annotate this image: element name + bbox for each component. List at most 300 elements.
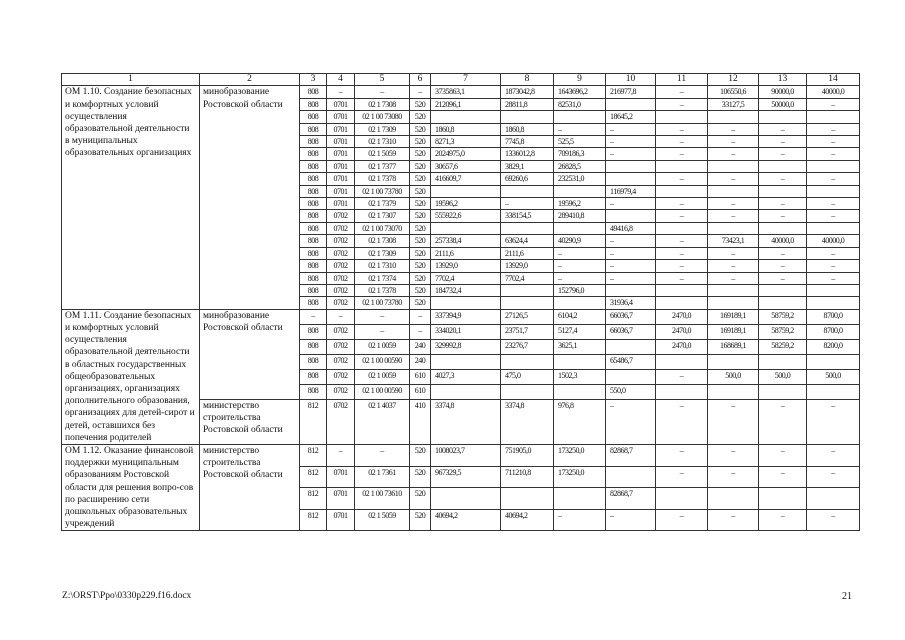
table-cell: 812 <box>300 509 327 531</box>
table-cell: – <box>300 309 327 324</box>
column-header: 5 <box>355 74 410 86</box>
table-cell: – <box>759 173 807 185</box>
column-header: 10 <box>606 74 656 86</box>
table-cell: – <box>807 509 860 531</box>
table-cell: 525,5 <box>554 136 606 148</box>
table-cell: 19596,2 <box>554 198 606 210</box>
table-cell: 520 <box>410 444 431 466</box>
table-cell: – <box>807 173 860 185</box>
table-cell: 0701 <box>327 488 355 510</box>
table-cell <box>606 369 656 384</box>
table-cell: 1502,3 <box>554 369 606 384</box>
table-cell: – <box>807 399 860 444</box>
table-cell: – <box>606 235 656 247</box>
table-cell: 40000,0 <box>807 235 860 247</box>
budget-table <box>61 73 860 531</box>
table-cell: 808 <box>300 272 327 284</box>
table-cell: 73423,1 <box>708 235 759 247</box>
activity-title: ОМ 1.10. Создание безопасных и комфортных условий осуществления образовательной деятельности в муниципальных образовательных организациях <box>62 86 200 309</box>
table-cell: – <box>759 210 807 222</box>
table-cell: – <box>606 509 656 531</box>
table-cell: 808 <box>300 297 327 309</box>
column-header: 8 <box>501 74 554 86</box>
table-cell: 0702 <box>327 399 355 444</box>
table-cell <box>554 384 606 399</box>
table-cell: 19596,2 <box>431 198 501 210</box>
table-cell: 02 1 7374 <box>355 272 410 284</box>
table-cell: – <box>554 272 606 284</box>
table-cell: 02 1 00 73780 <box>355 297 410 309</box>
table-cell: 49416,8 <box>606 222 656 234</box>
table-cell: 808 <box>300 384 327 399</box>
table-cell: 02 1 00 73070 <box>355 222 410 234</box>
table-cell: – <box>656 123 708 135</box>
table-cell: – <box>759 466 807 488</box>
table-cell: 1336012,8 <box>501 148 554 160</box>
table-cell: – <box>807 198 860 210</box>
table-cell: – <box>708 272 759 284</box>
table-cell <box>708 185 759 197</box>
table-cell <box>708 160 759 172</box>
table-cell <box>431 222 501 234</box>
table-cell: – <box>708 210 759 222</box>
table-cell: 520 <box>410 466 431 488</box>
table-cell: 02 1 7307 <box>355 210 410 222</box>
table-cell: 8700,0 <box>807 309 860 324</box>
table-cell: – <box>606 272 656 284</box>
table-cell: 520 <box>410 160 431 172</box>
table-cell: 0701 <box>327 160 355 172</box>
table-cell: – <box>708 136 759 148</box>
column-header: 9 <box>554 74 606 86</box>
table-cell: 808 <box>300 324 327 339</box>
table-cell: 520 <box>410 488 431 510</box>
table-cell <box>554 297 606 309</box>
column-header: 1 <box>62 74 200 86</box>
table-cell: 02 1 7309 <box>355 247 410 259</box>
table-cell: 520 <box>410 111 431 123</box>
table-cell: – <box>759 123 807 135</box>
table-cell <box>807 297 860 309</box>
table-cell: 812 <box>300 466 327 488</box>
table-cell <box>759 222 807 234</box>
table-cell: 555922,6 <box>431 210 501 222</box>
table-cell: 2111,6 <box>501 247 554 259</box>
table-cell: 13929,0 <box>431 260 501 272</box>
table-cell: – <box>606 260 656 272</box>
table-cell: 3374,8 <box>501 399 554 444</box>
table-cell: 7702,4 <box>501 272 554 284</box>
table-cell: 0702 <box>327 339 355 354</box>
table-cell: 808 <box>300 160 327 172</box>
table-cell: 69260,6 <box>501 173 554 185</box>
column-header: 7 <box>431 74 501 86</box>
table-cell: 808 <box>300 260 327 272</box>
table-cell: – <box>708 173 759 185</box>
table-cell: – <box>807 210 860 222</box>
table-cell: 337394,9 <box>431 309 501 324</box>
table-cell <box>656 384 708 399</box>
table-cell: – <box>656 136 708 148</box>
table-cell: 3829,1 <box>501 160 554 172</box>
table-cell <box>554 185 606 197</box>
table-cell: 5127,4 <box>554 324 606 339</box>
table-cell <box>759 160 807 172</box>
table-cell: 410 <box>410 399 431 444</box>
table-cell: 6104,2 <box>554 309 606 324</box>
table-cell: – <box>554 123 606 135</box>
table-cell: – <box>807 260 860 272</box>
table-cell: 02 1 00 00590 <box>355 354 410 369</box>
table-cell: 808 <box>300 339 327 354</box>
table-cell: 90000,0 <box>759 86 807 98</box>
table-cell: 500,0 <box>807 369 860 384</box>
table-cell: 808 <box>300 86 327 98</box>
table-cell: 106550,6 <box>708 86 759 98</box>
table-cell <box>759 488 807 510</box>
table-cell: – <box>807 123 860 135</box>
table-cell: 808 <box>300 210 327 222</box>
table-cell: 40290,9 <box>554 235 606 247</box>
column-header: 4 <box>327 74 355 86</box>
table-cell: – <box>656 399 708 444</box>
column-header: 14 <box>807 74 860 86</box>
table-cell: – <box>708 247 759 259</box>
table-cell <box>606 339 656 354</box>
table-cell <box>656 297 708 309</box>
table-cell <box>708 384 759 399</box>
table-cell: – <box>759 198 807 210</box>
column-header: 13 <box>759 74 807 86</box>
table-cell: 520 <box>410 198 431 210</box>
table-cell: 173250,0 <box>554 466 606 488</box>
table-cell: – <box>656 198 708 210</box>
table-cell: 0701 <box>327 198 355 210</box>
table-cell <box>807 185 860 197</box>
table-cell: 58259,2 <box>759 339 807 354</box>
table-cell: – <box>656 247 708 259</box>
table-cell: 1643696,2 <box>554 86 606 98</box>
table-cell <box>501 111 554 123</box>
table-cell: 02 1 00 73780 <box>355 185 410 197</box>
table-cell: 0702 <box>327 272 355 284</box>
table-cell: 4027,3 <box>431 369 501 384</box>
table-cell: – <box>606 123 656 135</box>
table-cell <box>708 111 759 123</box>
table-cell: 550,0 <box>606 384 656 399</box>
table-cell: 02 1 7379 <box>355 198 410 210</box>
table-cell: 808 <box>300 369 327 384</box>
table-cell: – <box>327 444 355 466</box>
table-row <box>62 309 860 324</box>
table-cell <box>759 384 807 399</box>
table-cell: 500,0 <box>708 369 759 384</box>
table-cell: 02 1 5059 <box>355 509 410 531</box>
table-cell <box>501 284 554 296</box>
table-cell: – <box>554 260 606 272</box>
table-cell: 329992,8 <box>431 339 501 354</box>
table-cell <box>759 111 807 123</box>
table-cell: 0701 <box>327 509 355 531</box>
table-cell: 82531,0 <box>554 98 606 110</box>
table-cell: 808 <box>300 198 327 210</box>
table-cell: 40000,0 <box>807 86 860 98</box>
table-cell: 2470,0 <box>656 324 708 339</box>
table-cell <box>606 173 656 185</box>
table-cell: 02 1 7361 <box>355 466 410 488</box>
table-cell: 58759,2 <box>759 309 807 324</box>
table-cell: 8271,3 <box>431 136 501 148</box>
table-cell: 66036,7 <box>606 324 656 339</box>
table-cell <box>431 488 501 510</box>
table-cell: – <box>656 509 708 531</box>
table-cell: – <box>656 260 708 272</box>
table-cell: 184732,4 <box>431 284 501 296</box>
table-cell: 168689,1 <box>708 339 759 354</box>
table-cell: 2024975,0 <box>431 148 501 160</box>
table-cell: – <box>708 260 759 272</box>
table-cell: 23751,7 <box>501 324 554 339</box>
table-cell: – <box>656 235 708 247</box>
table-cell: 0701 <box>327 111 355 123</box>
table-cell: 02 1 7310 <box>355 260 410 272</box>
table-cell <box>501 185 554 197</box>
table-cell: 02 1 7377 <box>355 160 410 172</box>
table-cell: – <box>759 136 807 148</box>
table-cell: – <box>656 272 708 284</box>
table-cell: 0701 <box>327 98 355 110</box>
table-cell: 7702,4 <box>431 272 501 284</box>
table-cell <box>708 354 759 369</box>
table-cell: 0701 <box>327 466 355 488</box>
table-cell: 1008023,7 <box>431 444 501 466</box>
table-cell: 500,0 <box>759 369 807 384</box>
table-cell: – <box>807 272 860 284</box>
table-cell: 232531,0 <box>554 173 606 185</box>
table-cell: 520 <box>410 222 431 234</box>
table-cell: 212096,1 <box>431 98 501 110</box>
column-header: 11 <box>656 74 708 86</box>
table-cell <box>656 111 708 123</box>
table-cell: – <box>554 247 606 259</box>
table-cell: 520 <box>410 210 431 222</box>
table-cell: 475,0 <box>501 369 554 384</box>
table-cell: – <box>759 509 807 531</box>
table-cell: – <box>708 509 759 531</box>
table-cell <box>759 297 807 309</box>
table-cell <box>606 466 656 488</box>
table-cell <box>807 160 860 172</box>
table-cell: 0701 <box>327 148 355 160</box>
table-cell: 23276,7 <box>501 339 554 354</box>
table-cell <box>807 111 860 123</box>
table-cell: – <box>656 98 708 110</box>
table-cell <box>807 384 860 399</box>
table-cell: 28811,8 <box>501 98 554 110</box>
table-cell <box>606 284 656 296</box>
table-cell <box>431 354 501 369</box>
table-cell: – <box>708 466 759 488</box>
table-cell: 0702 <box>327 260 355 272</box>
table-cell <box>606 210 656 222</box>
table-cell <box>708 488 759 510</box>
table-cell: 610 <box>410 369 431 384</box>
table-cell: 82868,7 <box>606 488 656 510</box>
table-cell <box>501 354 554 369</box>
table-cell: 808 <box>300 148 327 160</box>
table-cell: 169189,1 <box>708 324 759 339</box>
table-cell: – <box>708 444 759 466</box>
table-cell <box>554 488 606 510</box>
page-number: 21 <box>842 591 852 602</box>
table-cell: 02 1 0059 <box>355 369 410 384</box>
table-cell: 520 <box>410 136 431 148</box>
table-cell: 58759,2 <box>759 324 807 339</box>
table-cell <box>708 297 759 309</box>
table-cell: 812 <box>300 399 327 444</box>
table-cell: 0702 <box>327 284 355 296</box>
table-cell: 1860,8 <box>431 123 501 135</box>
table-cell: 808 <box>300 173 327 185</box>
table-cell <box>431 111 501 123</box>
table-cell: – <box>807 98 860 110</box>
table-cell: 02 1 00 73080 <box>355 111 410 123</box>
table-cell: 808 <box>300 185 327 197</box>
table-cell: 520 <box>410 284 431 296</box>
table-cell: 0702 <box>327 235 355 247</box>
table-cell: – <box>807 466 860 488</box>
table-cell: – <box>606 399 656 444</box>
table-cell: 3374,8 <box>431 399 501 444</box>
table-cell: 8700,0 <box>807 324 860 339</box>
table-cell: 976,8 <box>554 399 606 444</box>
table-cell: – <box>656 173 708 185</box>
executor-name: министерство строительства Ростовской области <box>200 399 300 444</box>
table-cell <box>656 222 708 234</box>
table-cell: 0701 <box>327 136 355 148</box>
table-cell: 02 1 7308 <box>355 235 410 247</box>
table-cell: 0702 <box>327 369 355 384</box>
table-cell: 520 <box>410 260 431 272</box>
table-cell: 0701 <box>327 123 355 135</box>
table-cell <box>807 488 860 510</box>
file-path: Z:\ORST\Ppo\0330p229.f16.docx <box>62 591 192 601</box>
activity-title: ОМ 1.11. Создание безопасных и комфортных условий осуществления образовательной деятельности в областных государственных общеобразовательных организациях, организациях дополнительного образования, организациях для детей-сирот и детей, оставшихся без попечения родителей <box>62 309 200 444</box>
table-cell: – <box>355 309 410 324</box>
table-cell: 8200,0 <box>807 339 860 354</box>
table-cell: – <box>759 272 807 284</box>
table-cell: 812 <box>300 488 327 510</box>
table-cell <box>554 222 606 234</box>
table-cell: 520 <box>410 509 431 531</box>
table-cell: 27126,5 <box>501 309 554 324</box>
table-cell: 0702 <box>327 297 355 309</box>
table-cell: 02 1 0059 <box>355 339 410 354</box>
table-cell: – <box>355 324 410 339</box>
table-cell: 520 <box>410 272 431 284</box>
table-cell: 216977,8 <box>606 86 656 98</box>
table-cell: 02 1 7309 <box>355 123 410 135</box>
table-cell: 66036,7 <box>606 309 656 324</box>
table-cell: 0702 <box>327 210 355 222</box>
table-cell <box>708 222 759 234</box>
table-cell: 808 <box>300 247 327 259</box>
table-cell <box>656 354 708 369</box>
table-cell: 967329,5 <box>431 466 501 488</box>
table-cell: – <box>807 136 860 148</box>
header-row <box>62 74 860 86</box>
table-cell: – <box>554 509 606 531</box>
table-cell: – <box>708 198 759 210</box>
table-cell: 520 <box>410 247 431 259</box>
table-cell: 2111,6 <box>431 247 501 259</box>
table-cell: – <box>656 148 708 160</box>
table-cell <box>656 284 708 296</box>
table-cell: – <box>606 247 656 259</box>
table-cell: 02 1 7378 <box>355 173 410 185</box>
column-header: 3 <box>300 74 327 86</box>
table-cell <box>807 222 860 234</box>
table-cell: 40000,0 <box>759 235 807 247</box>
table-cell <box>501 297 554 309</box>
table-cell: 416609,7 <box>431 173 501 185</box>
table-cell: 808 <box>300 123 327 135</box>
table-cell: – <box>759 247 807 259</box>
table-cell: – <box>410 309 431 324</box>
table-cell <box>656 160 708 172</box>
table-cell: – <box>410 86 431 98</box>
table-cell: 520 <box>410 297 431 309</box>
table-cell: – <box>708 123 759 135</box>
table-cell: 33127,5 <box>708 98 759 110</box>
table-cell <box>708 284 759 296</box>
table-cell: 3625,1 <box>554 339 606 354</box>
table-cell: 116979,4 <box>606 185 656 197</box>
table-cell <box>501 222 554 234</box>
table-cell: 520 <box>410 148 431 160</box>
table-cell: – <box>327 309 355 324</box>
table-cell: 334020,1 <box>431 324 501 339</box>
table-cell: 240 <box>410 339 431 354</box>
table-cell <box>554 111 606 123</box>
table-cell: 18645,2 <box>606 111 656 123</box>
table-cell: 520 <box>410 185 431 197</box>
table-cell: 7745,8 <box>501 136 554 148</box>
table-cell: – <box>410 324 431 339</box>
table-row <box>62 86 860 98</box>
table-cell: 0702 <box>327 324 355 339</box>
table-cell: 26828,5 <box>554 160 606 172</box>
table-cell: 808 <box>300 284 327 296</box>
table-cell <box>807 284 860 296</box>
table-cell: – <box>355 86 410 98</box>
table-cell: 02 1 7310 <box>355 136 410 148</box>
table-cell <box>431 384 501 399</box>
table-cell: 610 <box>410 384 431 399</box>
table-cell: 0701 <box>327 173 355 185</box>
table-cell: 02 1 00 73610 <box>355 488 410 510</box>
table-cell: 2470,0 <box>656 309 708 324</box>
table-cell: 0702 <box>327 354 355 369</box>
table-cell: 02 1 00 00590 <box>355 384 410 399</box>
table-cell: – <box>708 148 759 160</box>
table-cell: 808 <box>300 222 327 234</box>
executor-name: министерство строительства Ростовской области <box>200 444 300 530</box>
table-cell: – <box>807 444 860 466</box>
table-cell: 0701 <box>327 185 355 197</box>
table-cell: 751905,0 <box>501 444 554 466</box>
table-cell: 0702 <box>327 384 355 399</box>
